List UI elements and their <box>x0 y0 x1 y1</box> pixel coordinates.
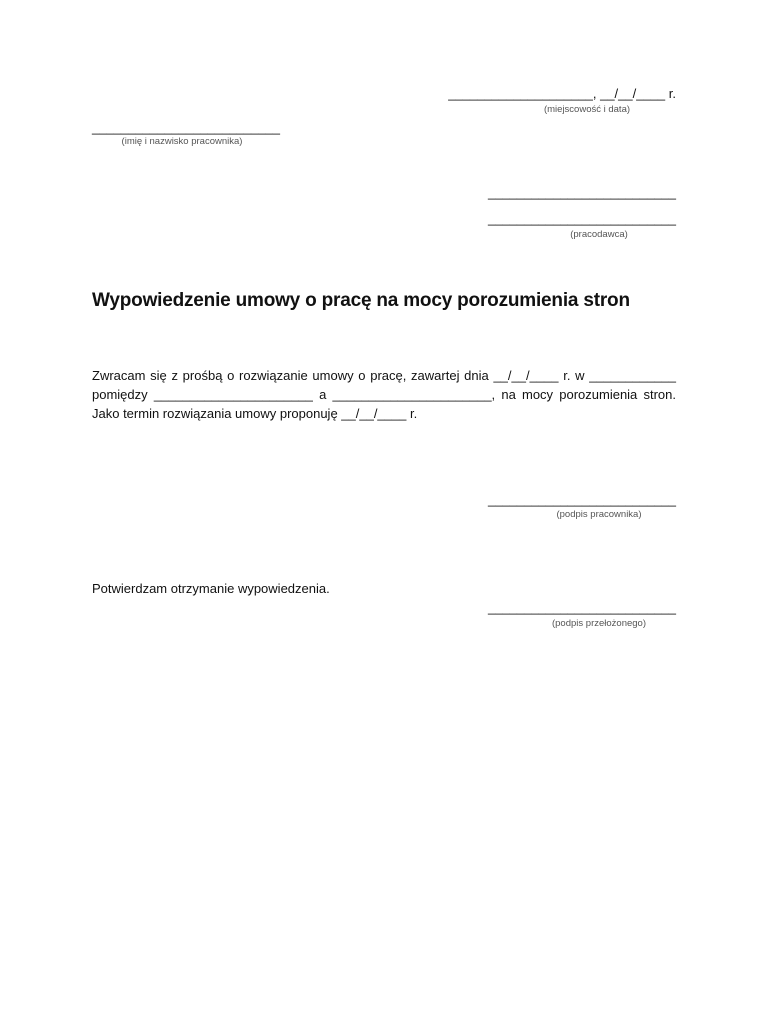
employee-signature-line: __________________________ <box>488 492 676 507</box>
employer-line-2: __________________________ <box>488 211 676 226</box>
place-date-caption: (miejscowość i data) <box>543 104 631 115</box>
request-paragraph: Zwracam się z prośbą o rozwiązanie umowy o pracę, zawartej dnia __/__/____ r. w ____________ pomiędzy ______________________ a ______________________, na mocy porozumienia stron. Jako termin rozwiązania umowy proponuję __/__/____ r. <box>92 368 676 421</box>
employer-caption: (pracodawca) <box>570 229 628 240</box>
employee-signature-caption: (podpis pracownika) <box>556 509 642 520</box>
document-title: Wypowiedzenie umowy o pracę na mocy porozumienia stron <box>92 290 630 311</box>
confirmation-text: Potwierdzam otrzymanie wypowiedzenia. <box>92 581 330 596</box>
supervisor-signature-caption: (podpis przełożonego) <box>551 618 646 629</box>
employer-line-1: __________________________ <box>488 185 676 200</box>
supervisor-signature-line: __________________________ <box>488 600 676 615</box>
employee-name-line: __________________________ <box>92 120 280 135</box>
place-date-line: ____________________, __/__/____ r. <box>448 86 676 101</box>
employee-name-caption: (imię i nazwisko pracownika) <box>121 136 243 147</box>
